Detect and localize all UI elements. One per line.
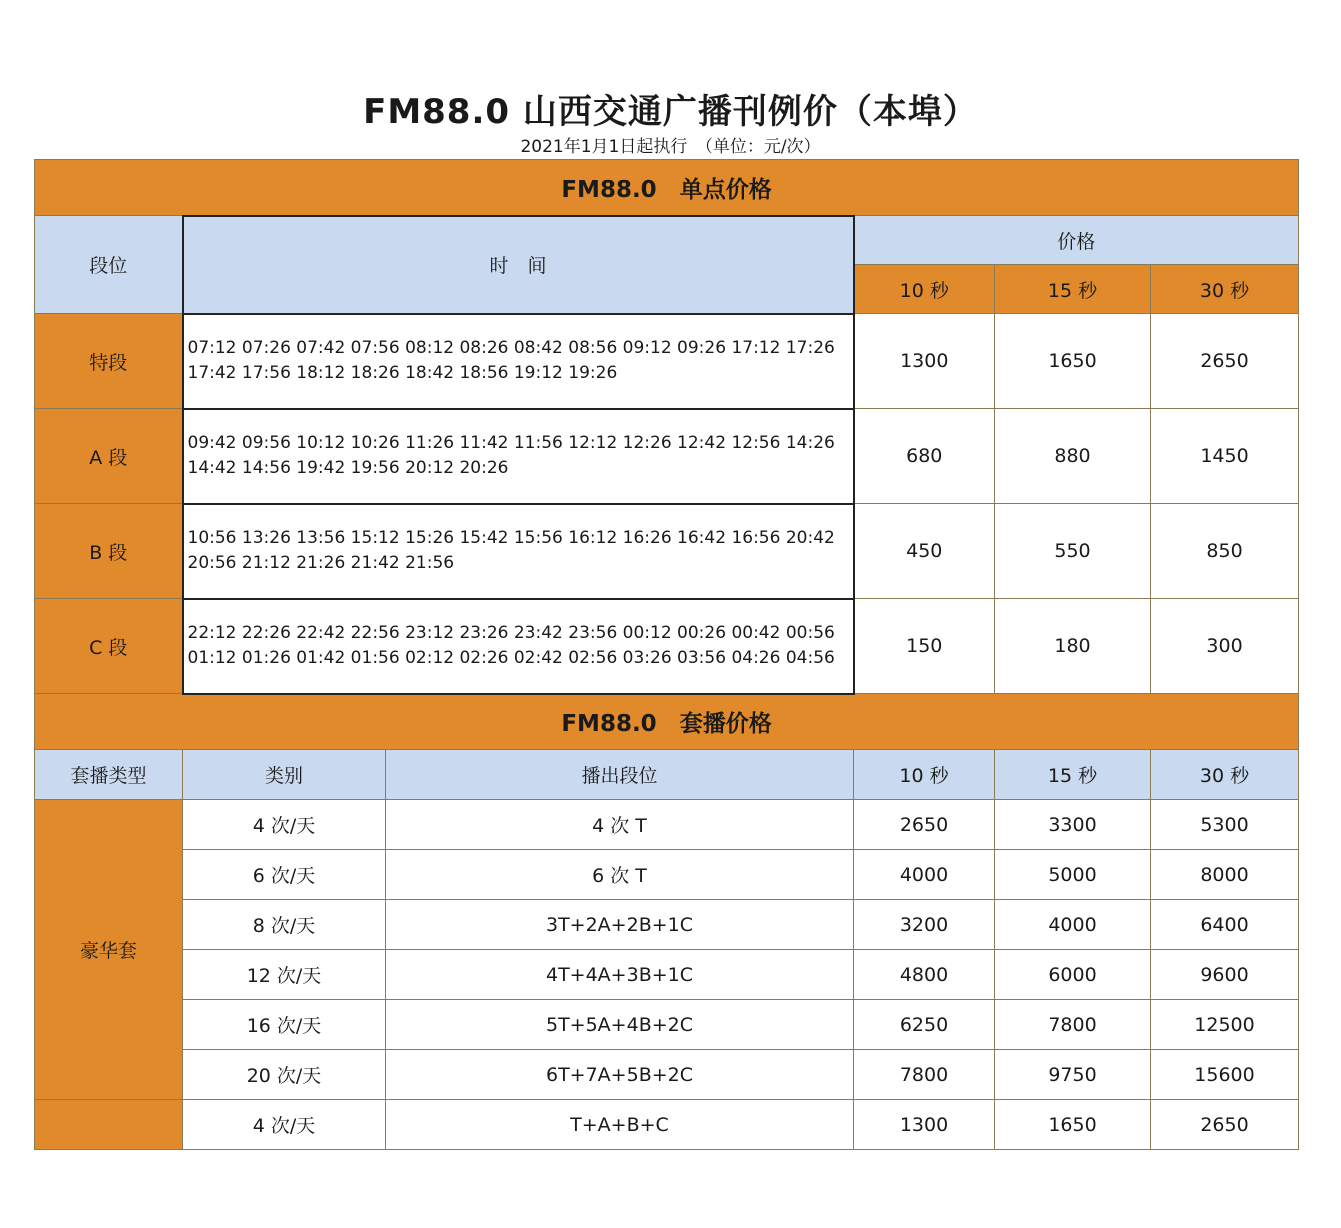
duration-10s-header: 10 秒 <box>854 265 995 314</box>
table-row <box>35 1100 1299 1150</box>
price-30s: 300 <box>1151 599 1299 694</box>
slots-header: 播出段位 <box>386 750 854 800</box>
price-10s: 3200 <box>854 900 995 950</box>
price-15s: 3300 <box>995 800 1151 850</box>
price-30s: 1450 <box>1151 409 1299 504</box>
slots-cell: 5T+5A+4B+2C <box>386 1000 854 1050</box>
category-cell: 16 次/天 <box>183 1000 386 1050</box>
segment-label: 特段 <box>35 314 183 409</box>
package-price-banner: FM88.0 套播价格 <box>35 694 1299 750</box>
package-30s-header: 30 秒 <box>1151 750 1299 800</box>
package-15s-header: 15 秒 <box>995 750 1151 800</box>
price-10s: 2650 <box>854 800 995 850</box>
table-row <box>35 900 1299 950</box>
price-header: 价格 <box>854 216 1299 265</box>
price-15s: 1650 <box>995 314 1151 409</box>
price-10s: 7800 <box>854 1050 995 1100</box>
price-10s: 450 <box>854 504 995 599</box>
segment-label: B 段 <box>35 504 183 599</box>
price-30s: 5300 <box>1151 800 1299 850</box>
price-15s: 4000 <box>995 900 1151 950</box>
price-30s: 850 <box>1151 504 1299 599</box>
price-30s: 2650 <box>1151 314 1299 409</box>
price-10s: 4000 <box>854 850 995 900</box>
price-15s: 880 <box>995 409 1151 504</box>
time-slots: 22:12 22:26 22:42 22:56 23:12 23:26 23:42 23:56 00:12 00:26 00:42 00:56 01:12 01:26 01:42 01:56 02:12 02:26 02:42 02:56 03:26 03:56 04:26 04:56 <box>183 599 854 694</box>
duration-30s-header: 30 秒 <box>1151 265 1299 314</box>
package-group-label <box>35 1100 183 1150</box>
price-10s: 150 <box>854 599 995 694</box>
segment-header: 段位 <box>35 216 183 314</box>
price-30s: 2650 <box>1151 1100 1299 1150</box>
package-group-label: 豪华套 <box>35 800 183 1100</box>
category-cell: 4 次/天 <box>183 1100 386 1150</box>
price-30s: 8000 <box>1151 850 1299 900</box>
price-10s: 1300 <box>854 1100 995 1150</box>
slots-cell: 3T+2A+2B+1C <box>386 900 854 950</box>
slots-cell: 6 次 T <box>386 850 854 900</box>
category-cell: 12 次/天 <box>183 950 386 1000</box>
time-slots: 10:56 13:26 13:56 15:12 15:26 15:42 15:56 16:12 16:26 16:42 16:56 20:42 20:56 21:12 21:26 21:42 21:56 <box>183 504 854 599</box>
time-slots: 09:42 09:56 10:12 10:26 11:26 11:42 11:56 12:12 12:26 12:42 12:56 14:26 14:42 14:56 19:42 19:56 20:12 20:26 <box>183 409 854 504</box>
price-15s: 9750 <box>995 1050 1151 1100</box>
table-row <box>35 950 1299 1000</box>
price-30s: 9600 <box>1151 950 1299 1000</box>
slots-cell: 4T+4A+3B+1C <box>386 950 854 1000</box>
table-row <box>35 599 1299 694</box>
segment-label: A 段 <box>35 409 183 504</box>
slots-cell: T+A+B+C <box>386 1100 854 1150</box>
table-row <box>35 409 1299 504</box>
price-10s: 4800 <box>854 950 995 1000</box>
category-cell: 6 次/天 <box>183 850 386 900</box>
price-15s: 180 <box>995 599 1151 694</box>
price-15s: 7800 <box>995 1000 1151 1050</box>
price-30s: 12500 <box>1151 1000 1299 1050</box>
page-subtitle: 2021年1月1日起执行 （单位：元/次） <box>520 137 821 157</box>
price-30s: 6400 <box>1151 900 1299 950</box>
table-row <box>35 800 1299 850</box>
price-10s: 1300 <box>854 314 995 409</box>
price-10s: 680 <box>854 409 995 504</box>
table-row <box>35 504 1299 599</box>
category-header: 类别 <box>183 750 386 800</box>
single-price-banner: FM88.0 单点价格 <box>35 160 1299 216</box>
table-row <box>35 850 1299 900</box>
duration-15s-header: 15 秒 <box>995 265 1151 314</box>
price-15s: 1650 <box>995 1100 1151 1150</box>
table-row <box>35 1050 1299 1100</box>
rate-card-table <box>34 159 1299 1150</box>
package-type-header: 套播类型 <box>35 750 183 800</box>
package-10s-header: 10 秒 <box>854 750 995 800</box>
category-cell: 20 次/天 <box>183 1050 386 1100</box>
table-row <box>35 314 1299 409</box>
segment-label: C 段 <box>35 599 183 694</box>
price-15s: 5000 <box>995 850 1151 900</box>
category-cell: 8 次/天 <box>183 900 386 950</box>
price-30s: 15600 <box>1151 1050 1299 1100</box>
price-10s: 6250 <box>854 1000 995 1050</box>
slots-cell: 6T+7A+5B+2C <box>386 1050 854 1100</box>
slots-cell: 4 次 T <box>386 800 854 850</box>
table-row <box>35 1000 1299 1050</box>
time-slots: 07:12 07:26 07:42 07:56 08:12 08:26 08:42 08:56 09:12 09:26 17:12 17:26 17:42 17:56 18:12 18:26 18:42 18:56 19:12 19:26 <box>183 314 854 409</box>
time-header: 时 间 <box>183 216 854 314</box>
price-15s: 550 <box>995 504 1151 599</box>
page-title: FM88.0 山西交通广播刊例价（本埠） <box>363 92 978 132</box>
category-cell: 4 次/天 <box>183 800 386 850</box>
price-15s: 6000 <box>995 950 1151 1000</box>
